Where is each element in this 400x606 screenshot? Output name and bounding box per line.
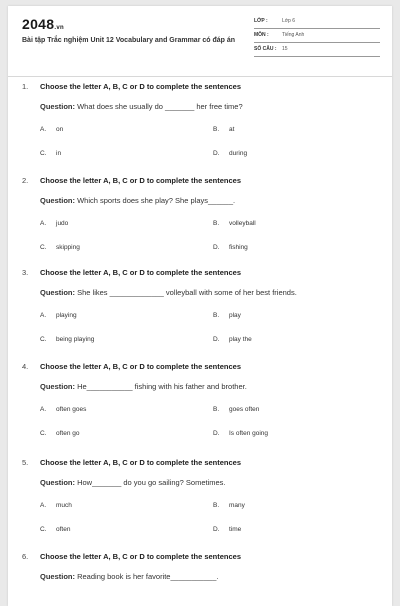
question-sentence: She likes _____________ volleyball with some of her best friends. <box>77 288 297 297</box>
option-text: time <box>229 526 242 533</box>
question-sentence: Reading book is her favorite___________. <box>77 572 219 581</box>
question-label: Question: <box>40 478 75 487</box>
option-text: playing <box>56 312 77 319</box>
option-letter: A. <box>40 312 47 319</box>
question-heading <box>22 176 241 185</box>
worksheet-title: Bài tập Trắc nghiệm Unit 12 Vocabulary and Grammar có đáp án <box>22 37 236 44</box>
option-letter: C. <box>40 526 47 533</box>
question-heading <box>22 362 241 371</box>
option-a[interactable] <box>40 406 86 413</box>
worksheet-header <box>8 6 392 72</box>
option-text: during <box>229 150 248 157</box>
question-number: 5. <box>22 458 29 467</box>
option-c[interactable] <box>40 336 94 343</box>
option-text: at <box>229 126 235 133</box>
question-number: 2. <box>22 176 29 185</box>
option-text: often goes <box>56 406 87 413</box>
question-text <box>40 196 235 205</box>
question-instruction: Choose the letter A, B, C or D to complete the sentences <box>40 552 242 561</box>
option-letter: B. <box>213 502 220 509</box>
option-text: Is often going <box>229 430 269 437</box>
option-a[interactable] <box>40 502 72 509</box>
class-label: LỚP : <box>254 18 268 24</box>
question-label: Question: <box>40 196 75 205</box>
count-value: 15 <box>282 46 288 52</box>
logo-text: 2048 <box>22 16 55 32</box>
question-sentence: He___________ fishing with his father and brother. <box>77 382 247 391</box>
question-text <box>40 102 243 111</box>
option-d[interactable] <box>213 430 268 437</box>
question-sentence: How_______ do you go sailing? Sometimes. <box>77 478 226 487</box>
question-instruction: Choose the letter A, B, C or D to complete the sentences <box>40 362 242 371</box>
option-text: goes often <box>229 406 260 413</box>
option-text: in <box>56 150 62 157</box>
worksheet-page <box>8 6 392 606</box>
option-b[interactable] <box>213 406 259 413</box>
question-heading <box>22 458 241 467</box>
subject-value: Tiếng Anh <box>282 32 305 38</box>
class-value: Lớp 6 <box>282 18 296 24</box>
option-letter: C. <box>40 150 47 157</box>
count-label: SỐ CÂU : <box>254 46 277 52</box>
option-letter: C. <box>40 430 47 437</box>
option-text: volleyball <box>229 220 256 227</box>
question-instruction: Choose the letter A, B, C or D to complete the sentences <box>40 458 242 467</box>
question-text <box>40 478 226 487</box>
question-text <box>40 382 247 391</box>
logo-suffix: .vn <box>54 25 64 31</box>
class-row <box>254 18 380 29</box>
option-d[interactable] <box>213 336 252 343</box>
option-text: being playing <box>56 336 95 343</box>
option-letter: D. <box>213 526 220 533</box>
count-row <box>254 46 380 57</box>
option-c[interactable] <box>40 430 80 437</box>
site-logo[interactable] <box>22 16 64 32</box>
option-d[interactable] <box>213 150 247 157</box>
option-text: play <box>229 312 241 319</box>
option-text: play the <box>229 336 252 343</box>
question-heading <box>22 82 241 91</box>
option-text: often go <box>56 430 80 437</box>
option-b[interactable] <box>213 220 256 227</box>
option-text: on <box>56 126 64 133</box>
option-c[interactable] <box>40 526 70 533</box>
question-text <box>40 572 218 581</box>
question-sentence: Which sports does she play? She plays______. <box>77 196 236 205</box>
question-number: 1. <box>22 82 29 91</box>
option-text: fishing <box>229 244 248 251</box>
option-text: much <box>56 502 72 509</box>
question-text <box>40 288 297 297</box>
option-b[interactable] <box>213 502 245 509</box>
option-letter: C. <box>40 336 47 343</box>
option-a[interactable] <box>40 126 63 133</box>
question-number: 4. <box>22 362 29 371</box>
question-label: Question: <box>40 572 75 581</box>
option-letter: D. <box>213 244 220 251</box>
option-letter: D. <box>213 150 220 157</box>
option-c[interactable] <box>40 150 61 157</box>
option-a[interactable] <box>40 312 77 319</box>
option-letter: A. <box>40 126 47 133</box>
subject-row <box>254 32 380 43</box>
question-instruction: Choose the letter A, B, C or D to complete the sentences <box>40 268 242 277</box>
option-text: often <box>56 526 71 533</box>
question-heading <box>22 268 241 277</box>
option-letter: B. <box>213 126 220 133</box>
question-number: 6. <box>22 552 29 561</box>
option-letter: A. <box>40 406 47 413</box>
option-text: many <box>229 502 245 509</box>
option-letter: B. <box>213 220 220 227</box>
option-letter: B. <box>213 406 220 413</box>
option-letter: A. <box>40 502 47 509</box>
question-instruction: Choose the letter A, B, C or D to complete the sentences <box>40 176 242 185</box>
subject-label: MÔN : <box>254 32 269 38</box>
question-label: Question: <box>40 382 75 391</box>
option-b[interactable] <box>213 126 234 133</box>
option-a[interactable] <box>40 220 68 227</box>
question-number: 3. <box>22 268 29 277</box>
option-letter: B. <box>213 312 220 319</box>
option-b[interactable] <box>213 312 241 319</box>
question-label: Question: <box>40 288 75 297</box>
option-letter: D. <box>213 336 220 343</box>
header-divider <box>8 76 392 77</box>
option-text: judo <box>56 220 69 227</box>
option-letter: A. <box>40 220 47 227</box>
option-c[interactable] <box>40 244 80 251</box>
question-instruction: Choose the letter A, B, C or D to complete the sentences <box>40 82 242 91</box>
option-d[interactable] <box>213 526 241 533</box>
option-d[interactable] <box>213 244 248 251</box>
question-label: Question: <box>40 102 75 111</box>
option-letter: C. <box>40 244 47 251</box>
option-text: skipping <box>56 244 80 251</box>
question-sentence: What does she usually do _______ her free time? <box>77 102 243 111</box>
option-letter: D. <box>213 430 220 437</box>
question-heading <box>22 552 241 561</box>
